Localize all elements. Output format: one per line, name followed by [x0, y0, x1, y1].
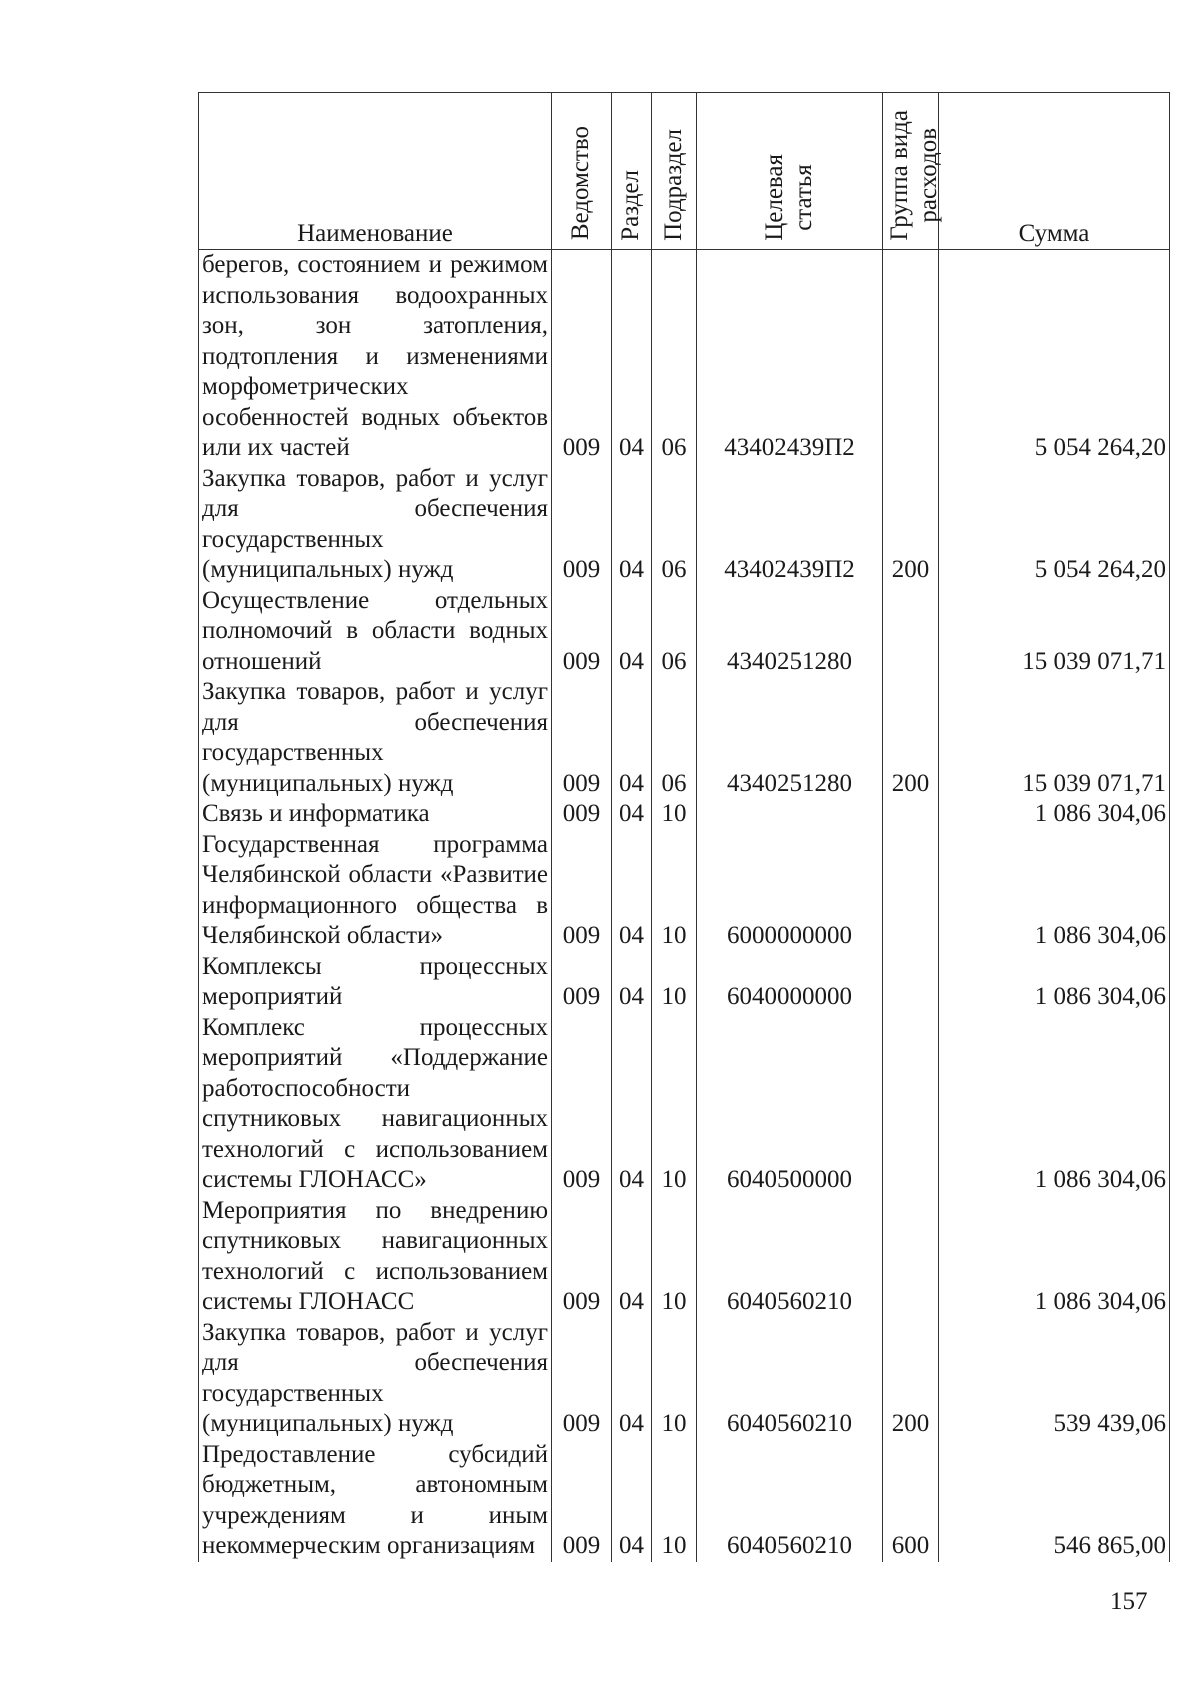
row-target-article: 6040560210 — [697, 1196, 883, 1318]
row-department: 009 — [552, 799, 612, 830]
row-section: 04 — [612, 1013, 652, 1196]
header-target-article: Целевая статья — [697, 93, 883, 250]
row-department: 009 — [552, 250, 612, 464]
row-subsection: 10 — [652, 1196, 697, 1318]
row-name: Государственная программа Челябинской области «Развитие информационного общества в Челябинской области» — [199, 830, 552, 952]
table-row — [199, 1440, 1170, 1562]
page-number: 157 — [1110, 1588, 1148, 1615]
table-row — [199, 250, 1170, 464]
row-section: 04 — [612, 250, 652, 464]
row-section: 04 — [612, 1196, 652, 1318]
row-target-article: 43402439П2 — [697, 464, 883, 586]
row-target-article: 6040560210 — [697, 1440, 883, 1562]
row-target-article: 6040000000 — [697, 952, 883, 1013]
row-target-article: 6040500000 — [697, 1013, 883, 1196]
row-department: 009 — [552, 1013, 612, 1196]
row-expense-group: 200 — [883, 677, 939, 799]
row-section: 04 — [612, 799, 652, 830]
header-section: Раздел — [612, 93, 652, 250]
row-subsection: 06 — [652, 464, 697, 586]
row-department: 009 — [552, 1440, 612, 1562]
row-expense-group — [883, 1013, 939, 1196]
row-target-article: 4340251280 — [697, 677, 883, 799]
row-subsection: 10 — [652, 1318, 697, 1440]
row-target-article: 43402439П2 — [697, 250, 883, 464]
table-row — [199, 799, 1170, 830]
row-target-article: 6040560210 — [697, 1318, 883, 1440]
row-subsection: 06 — [652, 586, 697, 678]
row-name: берегов, состоянием и режимом использования водоохранных зон, зон затопления, подтопления и изменениями морфометрических особенностей водных объектов или их частей — [199, 250, 552, 464]
row-department: 009 — [552, 952, 612, 1013]
row-name: Закупка товаров, работ и услуг для обеспечения государственных (муниципальных) нужд — [199, 1318, 552, 1440]
table-row — [199, 830, 1170, 952]
row-subsection: 10 — [652, 830, 697, 952]
row-name: Мероприятия по внедрению спутниковых навигационных технологий с использованием системы ГЛОНАСС — [199, 1196, 552, 1318]
row-sum: 15 039 071,71 — [939, 677, 1170, 799]
row-department: 009 — [552, 464, 612, 586]
row-expense-group — [883, 1196, 939, 1318]
row-department: 009 — [552, 1318, 612, 1440]
table-row — [199, 677, 1170, 799]
row-subsection: 10 — [652, 1440, 697, 1562]
row-sum: 1 086 304,06 — [939, 799, 1170, 830]
row-name: Осуществление отдельных полномочий в области водных отношений — [199, 586, 552, 678]
row-section: 04 — [612, 464, 652, 586]
row-subsection: 10 — [652, 799, 697, 830]
table-row — [199, 1318, 1170, 1440]
row-department: 009 — [552, 677, 612, 799]
row-target-article: 6000000000 — [697, 830, 883, 952]
row-expense-group — [883, 799, 939, 830]
table-row — [199, 1013, 1170, 1196]
row-section: 04 — [612, 952, 652, 1013]
row-name: Закупка товаров, работ и услуг для обеспечения государственных (муниципальных) нужд — [199, 464, 552, 586]
header-sum: Сумма — [939, 93, 1170, 250]
budget-table — [198, 92, 1170, 1562]
row-expense-group — [883, 586, 939, 678]
row-department: 009 — [552, 830, 612, 952]
row-target-article: 4340251280 — [697, 586, 883, 678]
header-name: Наименование — [199, 93, 552, 250]
row-sum: 15 039 071,71 — [939, 586, 1170, 678]
row-subsection: 10 — [652, 952, 697, 1013]
table-row — [199, 586, 1170, 678]
row-name: Предоставление субсидий бюджетным, автономным учреждениям и иным некоммерческим организациям — [199, 1440, 552, 1562]
header-expense-group: Группа вида расходов — [883, 93, 939, 250]
row-expense-group — [883, 830, 939, 952]
table-header-row — [199, 93, 1170, 250]
row-name: Закупка товаров, работ и услуг для обеспечения государственных (муниципальных) нужд — [199, 677, 552, 799]
row-section: 04 — [612, 1440, 652, 1562]
header-subsection: Подраздел — [652, 93, 697, 250]
row-expense-group: 600 — [883, 1440, 939, 1562]
row-sum: 1 086 304,06 — [939, 952, 1170, 1013]
row-sum: 539 439,06 — [939, 1318, 1170, 1440]
row-expense-group — [883, 250, 939, 464]
row-sum: 1 086 304,06 — [939, 1013, 1170, 1196]
row-target-article — [697, 799, 883, 830]
table-row — [199, 1196, 1170, 1318]
row-department: 009 — [552, 586, 612, 678]
row-name: Связь и информатика — [199, 799, 552, 830]
header-department: Ведомство — [552, 93, 612, 250]
table-row — [199, 952, 1170, 1013]
row-expense-group: 200 — [883, 1318, 939, 1440]
row-section: 04 — [612, 586, 652, 678]
row-subsection: 10 — [652, 1013, 697, 1196]
row-sum: 5 054 264,20 — [939, 464, 1170, 586]
row-section: 04 — [612, 1318, 652, 1440]
row-sum: 1 086 304,06 — [939, 830, 1170, 952]
row-sum: 5 054 264,20 — [939, 250, 1170, 464]
row-sum: 546 865,00 — [939, 1440, 1170, 1562]
row-subsection: 06 — [652, 677, 697, 799]
row-expense-group — [883, 952, 939, 1013]
row-expense-group: 200 — [883, 464, 939, 586]
row-section: 04 — [612, 830, 652, 952]
row-subsection: 06 — [652, 250, 697, 464]
row-section: 04 — [612, 677, 652, 799]
row-department: 009 — [552, 1196, 612, 1318]
row-sum: 1 086 304,06 — [939, 1196, 1170, 1318]
row-name: Комплексы процессных мероприятий — [199, 952, 552, 1013]
row-name: Комплекс процессных мероприятий «Поддержание работоспособности спутниковых навигационных технологий с использованием системы ГЛОНАСС» — [199, 1013, 552, 1196]
table-row — [199, 464, 1170, 586]
